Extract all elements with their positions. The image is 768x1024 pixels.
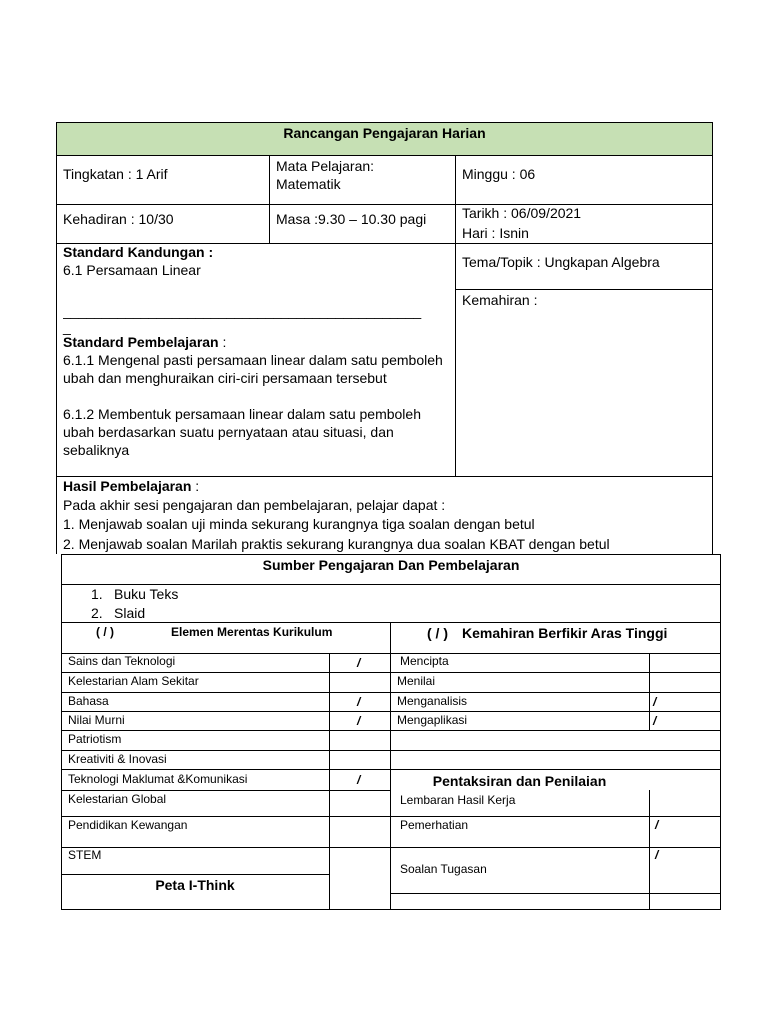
kbat-item-label: Mencipta: [400, 654, 449, 668]
emk-item-mark: /: [357, 773, 361, 787]
mata-pelajaran-label: Mata Pelajaran:: [276, 158, 375, 174]
pentaksiran-heading: Pentaksiran dan Penilaian: [432, 773, 607, 789]
mata-pelajaran-value: Matematik: [276, 176, 341, 192]
standard-pembelajaran-item-1: 6.1.1 Mengenal pasti persamaan linear dalam satu pemboleh ubah dan menghuraikan ciri-ciri persamaan tersebut: [63, 352, 443, 386]
emk-item-label: Nilai Murni: [68, 713, 125, 727]
hasil-pembelajaran-heading: [63, 477, 199, 495]
sumber-item-1-num: 1.: [91, 586, 103, 602]
minggu-label: Minggu : 06: [462, 166, 536, 182]
pentaksiran-item-label: Soalan Tugasan: [400, 862, 487, 876]
standard-pembelajaran-colon: :: [218, 334, 227, 350]
emk-item-label: Sains dan Teknologi: [68, 654, 176, 668]
page-title: Rancangan Pengajaran Harian: [283, 125, 486, 141]
standard-pembelajaran-item-2: 6.1.2 Membentuk persamaan linear dalam satu pemboleh ubah berdasarkan suatu pernyataan atau situasi, dan sebaliknya: [63, 406, 421, 458]
emk-item-mark: /: [357, 656, 361, 670]
emk-item-label: Kelestarian Global: [68, 792, 167, 806]
pentaksiran-item-label: Pemerhatian: [400, 818, 469, 832]
standard-kandungan-heading: Standard Kandungan :: [63, 244, 214, 260]
standard-pembelajaran-heading: [63, 333, 226, 351]
emk-item-mark: /: [357, 695, 361, 709]
hasil-pembelajaran-item-2: 2. Menjawab soalan Marilah praktis sekurang kurangnya dua soalan KBAT dengan betul: [63, 536, 610, 552]
hari-label: Hari : Isnin: [462, 225, 529, 241]
kemahiran-label: Kemahiran :: [462, 292, 538, 308]
separator-line: ______________________________________________: [63, 303, 422, 319]
emk-item-label: Teknologi Maklumat &Komunikasi: [68, 772, 248, 786]
separator-tail: _: [63, 319, 71, 335]
kbat-heading: Kemahiran Berfikir Aras Tinggi: [462, 625, 668, 641]
emk-item-label: Bahasa: [68, 694, 109, 708]
peta-ithink-heading: Peta I-Think: [155, 877, 235, 893]
sumber-item-2-num: 2.: [91, 605, 103, 621]
standard-kandungan-text: 6.1 Persamaan Linear: [63, 262, 201, 278]
hasil-pembelajaran-intro: Pada akhir sesi pengajaran dan pembelajaran, pelajar dapat :: [63, 497, 446, 513]
kbat-item-mark: /: [653, 695, 657, 709]
kbat-item-label: Menganalisis: [397, 694, 468, 708]
pentaksiran-item-label: Lembaran Hasil Kerja: [400, 793, 516, 807]
sumber-heading: Sumber Pengajaran Dan Pembelajaran: [262, 557, 520, 573]
kbat-item-label: Mengaplikasi: [397, 713, 468, 727]
emk-item-label: Patriotism: [68, 732, 122, 746]
emk-item-mark: /: [357, 714, 361, 728]
tema-topik-label: Tema/Topik : Ungkapan Algebra: [462, 254, 660, 270]
emk-item-label: Pendidikan Kewangan: [68, 818, 188, 832]
kbat-item-mark: /: [653, 714, 657, 728]
tingkatan-label: Tingkatan : 1 Arif: [63, 166, 168, 182]
masa-label: Masa :9.30 – 10.30 pagi: [276, 211, 427, 227]
sumber-item-1: Buku Teks: [114, 586, 179, 602]
kbat-mark-header: ( / ): [427, 625, 448, 641]
emk-mark-header: ( / ): [96, 625, 114, 639]
emk-item-label: Kelestarian Alam Sekitar: [68, 674, 199, 688]
kehadiran-label: Kehadiran : 10/30: [63, 211, 174, 227]
emk-item-label: Kreativiti & Inovasi: [68, 752, 167, 766]
emk-heading: Elemen Merentas Kurikulum: [171, 625, 333, 639]
emk-item-label: STEM: [68, 848, 102, 862]
hasil-pembelajaran-colon: :: [191, 478, 200, 494]
sumber-item-2: Slaid: [114, 605, 146, 621]
kbat-item-label: Menilai: [397, 674, 436, 688]
tarikh-label: Tarikh : 06/09/2021: [462, 205, 582, 221]
hasil-pembelajaran-title: Hasil Pembelajaran: [63, 478, 192, 494]
hasil-pembelajaran-item-1: 1. Menjawab soalan uji minda sekurang kurangnya tiga soalan dengan betul: [63, 516, 535, 532]
pentaksiran-item-mark: /: [655, 818, 659, 832]
pentaksiran-item-mark: /: [655, 848, 659, 862]
standard-pembelajaran-title: Standard Pembelajaran: [63, 334, 219, 350]
